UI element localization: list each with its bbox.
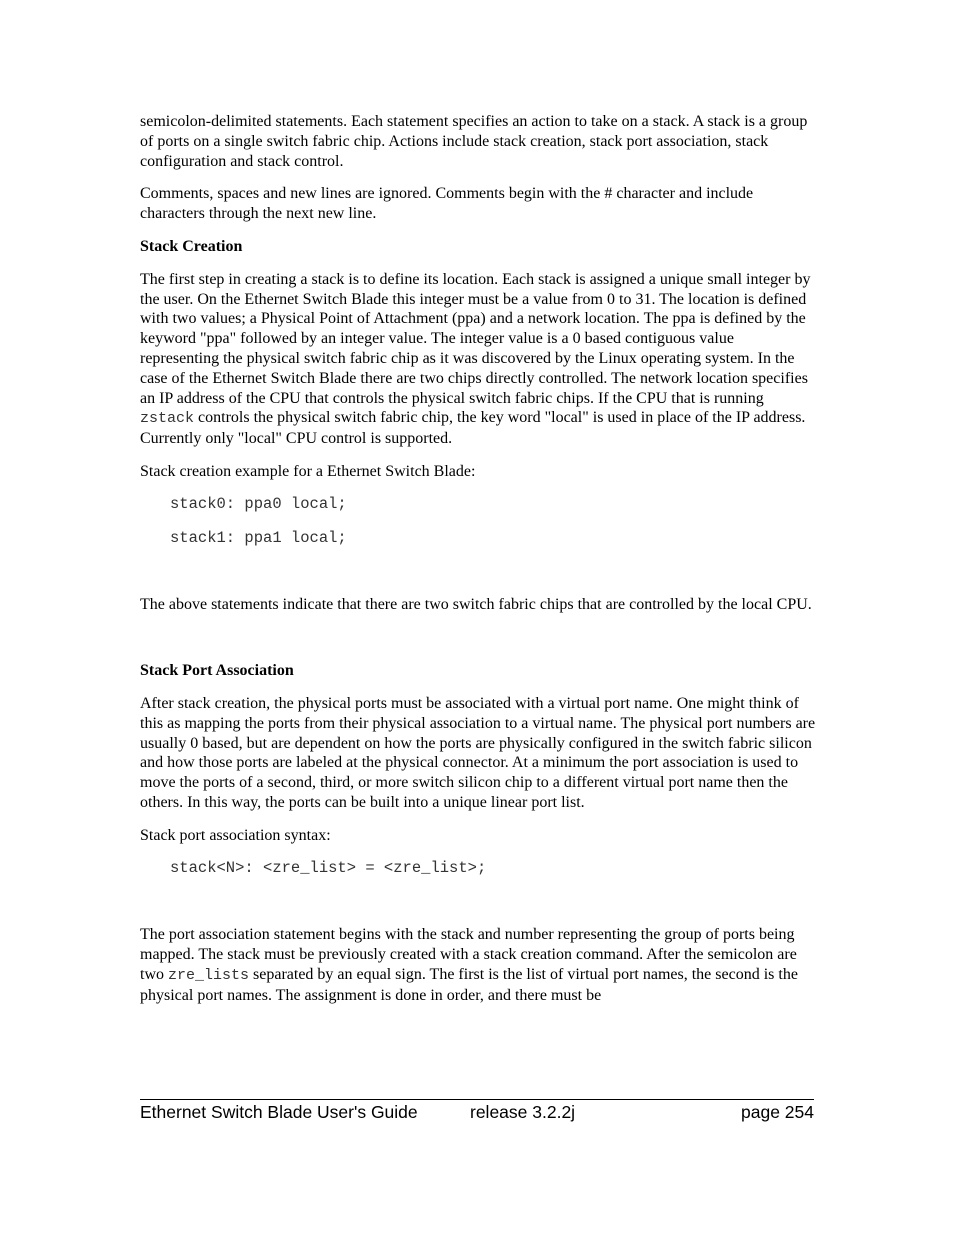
paragraph-syntax-label: Stack port association syntax: <box>140 826 331 844</box>
spacer <box>140 562 816 595</box>
paragraph-statements-explanation: The above statements indicate that there are two switch fabric chips that are controlled by the local CPU. <box>140 596 812 614</box>
code-line-stack0: stack0: ppa0 local; <box>170 494 347 513</box>
heading-stack-creation: Stack Creation <box>140 237 243 255</box>
footer-divider <box>140 1099 814 1100</box>
paragraph-creation-example: Stack creation example for a Ethernet Switch Blade: <box>140 462 476 480</box>
paragraph-text: separated by an equal sign. The first is the list of virtual port names, the second is the physical port names. The assignment is done in order, and there must be <box>140 965 798 1004</box>
paragraph-intro: semicolon-delimited statements. Each statement specifies an action to take on a stack. A stack is a group of ports on a single switch fabric chip. Actions include stack creation, stack port association, stack configuration and stack control. <box>140 113 808 170</box>
footer-release: release 3.2.2j <box>470 1102 576 1122</box>
paragraph-comments: Comments, spaces and new lines are ignored. Comments begin with the # character and include characters through the next new line. <box>140 185 754 223</box>
footer-document-title: Ethernet Switch Blade User's Guide <box>140 1102 418 1122</box>
page-body <box>140 112 816 1019</box>
paragraph-text: The port association statement begins with the stack and number representing the group of ports being mapped. The stack must be previously created with a stack creation command. After the semicolon are two <box>140 926 797 983</box>
spacer <box>140 628 816 661</box>
paragraph-text: The first step in creating a stack is to define its location. Each stack is assigned a unique small integer by the user. On the Ethernet Switch Blade this integer must be a value from 0 to 31. The location is defined with two values; a Physical Point of Attachment (ppa) and a network location. The ppa is defined by the keyword "ppa" followed by an integer value. The integer value is a 0 based contiguous value representing the physical switch fabric chip as it was discovered by the Linux operating system. In the case of the Ethernet Switch Blade there are two chips directly controlled. The network location specifies an IP address of the CPU that controls the physical switch fabric chips. If the CPU that is running <box>140 270 811 407</box>
paragraph-port-association-statement <box>140 925 816 1005</box>
code-line-stack1: stack1: ppa1 local; <box>170 528 347 547</box>
paragraph-text: controls the physical switch fabric chip, the key word "local" is used in place of the IP address. Currently only "local" CPU control is supported. <box>140 409 806 448</box>
paragraph-stack-creation <box>140 270 816 449</box>
footer-page-number: page 254 <box>741 1102 814 1122</box>
inline-code-zstack: zstack <box>140 410 195 428</box>
spacer <box>140 892 816 925</box>
page-footer <box>140 1101 814 1123</box>
paragraph-port-association: After stack creation, the physical ports must be associated with a virtual port name. One might think of this as mapping the ports from their physical association to a virtual name. The physical port numbers are usually 0 based, but are dependent on how the ports are physically configured in the switch fabric silicon and how those ports are labeled at the physical connector. At a minimum the port association is used to move the ports of a second, third, or more switch silicon chip to a different virtual port name then the others. In this way, the ports can be built into a unique linear port list. <box>140 694 816 811</box>
heading-stack-port-association: Stack Port Association <box>140 662 294 680</box>
inline-code-zre-lists: zre_lists <box>168 966 250 984</box>
code-line-syntax: stack<N>: <zre_list> = <zre_list>; <box>170 858 487 877</box>
